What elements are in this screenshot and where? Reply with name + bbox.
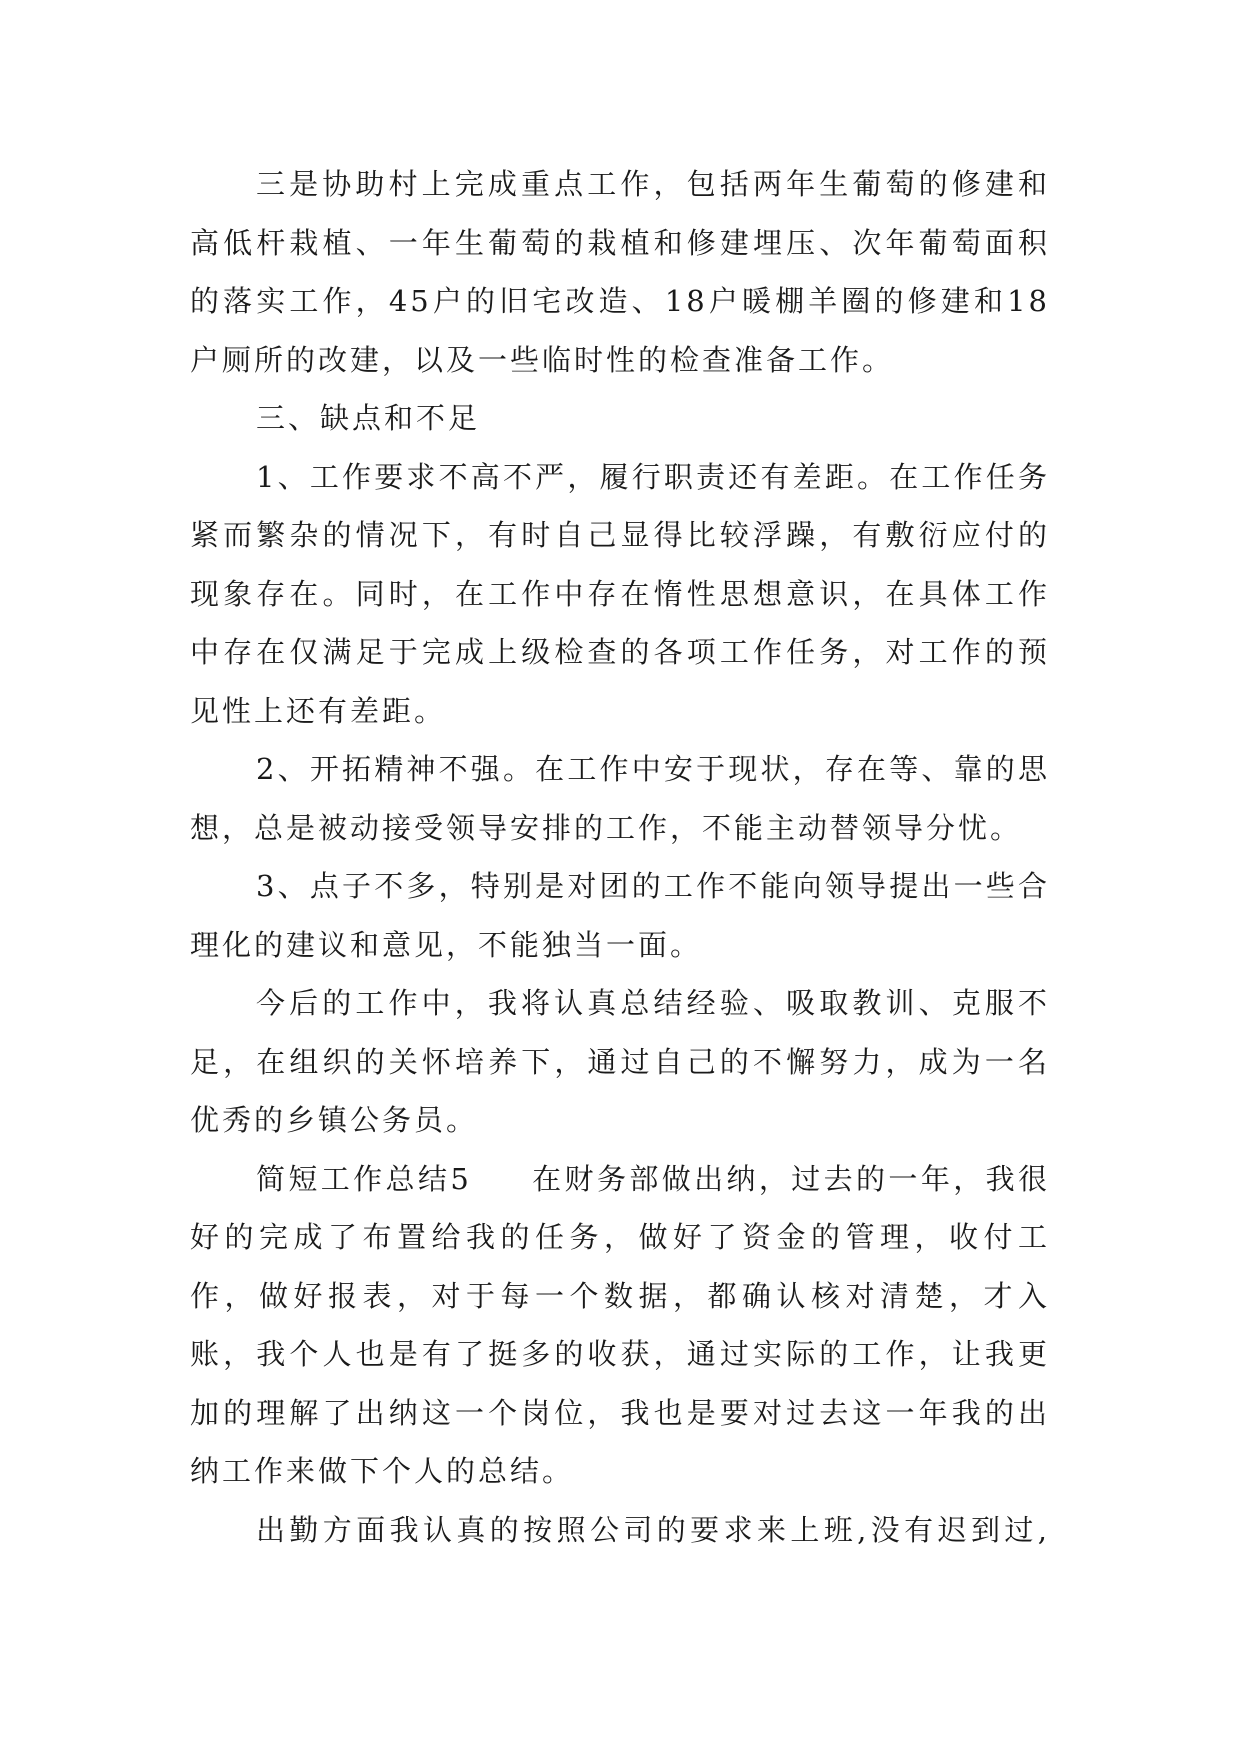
section-heading-shortcomings: 三、缺点和不足 — [256, 401, 481, 435]
paragraph-shortcoming-2: 2、开拓精神不强。在工作中安于现状，存在等、靠的思想，总是被动接受领导安排的工作，不能主动替领导分忧。 — [190, 752, 1050, 845]
summary-5-heading: 简短工作总结5 — [256, 1161, 472, 1196]
paragraph-summary-5 — [190, 1150, 1050, 1501]
paragraph-shortcoming-3: 3、点子不多，特别是对团的工作不能向领导提出一些合理化的建议和意见，不能独当一面。 — [190, 869, 1050, 962]
paragraph-attendance: 出勤方面我认真的按照公司的要求来上班,没有迟到过, — [256, 1512, 1050, 1547]
document-body — [190, 155, 1050, 1559]
paragraph-key-work: 三是协助村上完成重点工作，包括两年生葡萄的修建和高低杆栽植、一年生葡萄的栽植和修建埋压、次年葡萄面积的落实工作，45户的旧宅改造、18户暖棚羊圈的修建和18户厕所的改建，以及一些临时性的检查准备工作。 — [190, 167, 1050, 377]
paragraph-shortcoming-1: 1、工作要求不高不严，履行职责还有差距。在工作任务紧而繁杂的情况下，有时自己显得比较浮躁，有敷衍应付的现象存在。同时，在工作中存在惰性思想意识，在具体工作中存在仅满足于完成上级检查的各项工作任务，对工作的预见性上还有差距。 — [190, 459, 1050, 728]
paragraph-future-work: 今后的工作中，我将认真总结经验、吸取教训、克服不足，在组织的关怀培养下，通过自己的不懈努力，成为一名优秀的乡镇公务员。 — [190, 986, 1050, 1137]
summary-5-text: 在财务部做出纳，过去的一年，我很好的完成了布置给我的任务，做好了资金的管理，收付工作，做好报表，对于每一个数据，都确认核对清楚，才入账，我个人也是有了挺多的收获，通过实际的工作，让我更加的理解了出纳这一个岗位，我也是要对过去这一年我的出纳工作来做下个人的总结。 — [190, 1161, 1050, 1488]
